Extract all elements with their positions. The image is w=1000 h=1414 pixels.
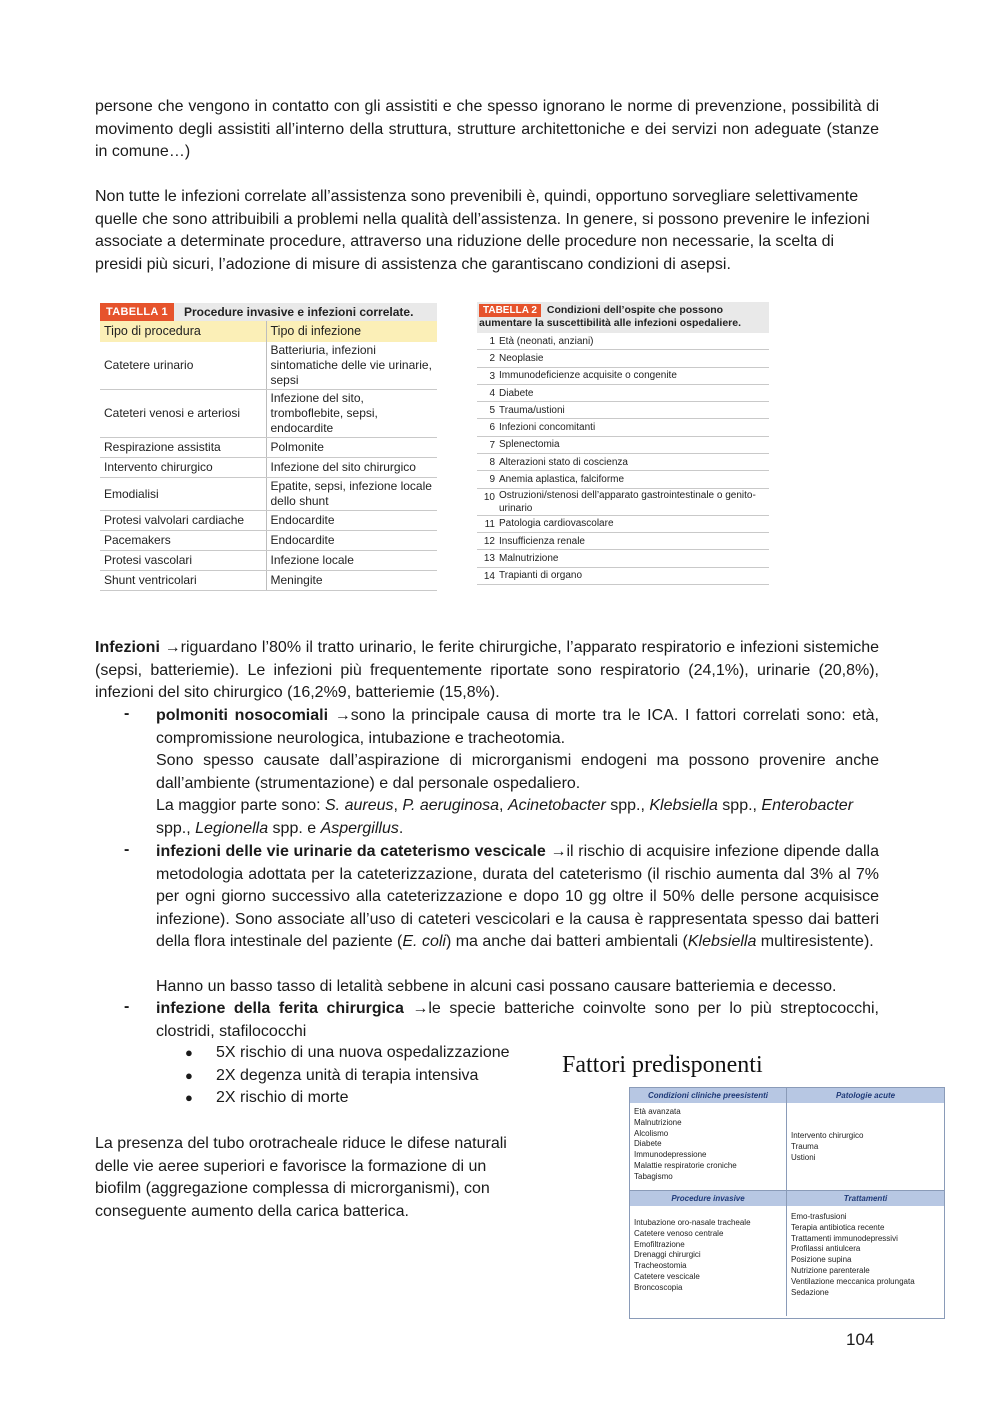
- organism-acinetobacter: Acinetobacter: [507, 797, 606, 814]
- organism-klebsiella: Klebsiella: [649, 797, 718, 814]
- ferita-label: infezione della ferita chirurgica: [156, 1000, 404, 1017]
- table-row: [477, 550, 769, 567]
- sep: spp. e: [268, 819, 321, 837]
- list-item: Ventilazione meccanica prolungata: [791, 1276, 915, 1286]
- bullet-dash: -: [124, 841, 130, 858]
- procedure-cell: Catetere urinario: [100, 342, 266, 390]
- table-host-conditions: [477, 302, 769, 585]
- fattori-table: [629, 1087, 945, 1319]
- list-item: Ustioni: [791, 1152, 816, 1162]
- list-item: Alcolismo: [634, 1128, 669, 1138]
- row-number: 2: [489, 353, 495, 365]
- list-item: Malnutrizione: [634, 1117, 682, 1127]
- organism-enterobacter: Enterobacter: [761, 797, 854, 814]
- organism-e-coli: E. coli: [402, 933, 446, 950]
- sep: ,: [499, 797, 508, 814]
- organism-legionella: Legionella: [195, 819, 269, 837]
- fattori-patologie-cell: [787, 1103, 944, 1191]
- polmoniti-text1: →sono la principale causa di morte tra le ICA. I fattori correlati sono: età, compromissione neurologica, intubazione e tracheotomia.: [156, 707, 880, 747]
- table-row: [100, 438, 437, 458]
- ferita-text: →le specie batteriche coinvolte sono per lo più streptococchi, clostridi, stafilococchi: [156, 1000, 879, 1040]
- table-row: [477, 437, 769, 454]
- row-text: Trapianti di organo: [499, 570, 583, 582]
- table-row: [477, 419, 769, 436]
- table-row: [477, 350, 769, 367]
- procedure-cell: Cateteri venosi e arteriosi: [100, 390, 266, 438]
- row-number: 6: [489, 422, 495, 434]
- row-number: 12: [483, 535, 495, 547]
- row-text: Anemia aplastica, falciforme: [499, 474, 625, 486]
- list-item: Intubazione oro-nasale tracheale: [634, 1218, 751, 1227]
- table-row: [477, 533, 769, 550]
- urinarie-text1: →il rischio di acquisire infezione dipende dalla metodologia adottata per la cateterizzazione, durata del cateterismo (il rischio aumenta dal 3% al 7% per ogni giorno successivo alla cateterizzazione e dopo 10 gg oltre il 50% delle persone acquisisce infezione). Sono associate all’uso di cateteri vescicolari e la causa è rappresentata spesso dai batteri della flora intestinale del paziente (: [156, 843, 879, 950]
- table1-caption: [100, 303, 437, 321]
- bullet-ferita: [156, 998, 879, 1043]
- row-text: Alterazioni stato di coscienza: [499, 456, 628, 468]
- list-item: Nutrizione parenterale: [791, 1265, 870, 1275]
- table-row: [100, 571, 437, 591]
- row-text: Immunodeficienze acquisite o congenite: [499, 370, 677, 382]
- list-item: Posizione supina: [791, 1255, 852, 1265]
- table2-tag: TABELLA 2: [479, 304, 541, 317]
- table1-header-procedure: Tipo di procedura: [100, 321, 266, 342]
- list-item: Broncoscopia: [634, 1282, 683, 1292]
- procedure-cell: Shunt ventricolari: [100, 571, 266, 591]
- list-item: Età avanzata: [634, 1107, 681, 1116]
- bullet-polmoniti: [156, 705, 879, 750]
- table-row: [477, 402, 769, 419]
- list-item: Catetere venoso centrale: [634, 1228, 724, 1238]
- infection-cell: Infezione locale: [266, 551, 437, 571]
- table2-header: [477, 302, 769, 333]
- row-number: 8: [489, 457, 495, 469]
- row-number: 9: [489, 474, 495, 486]
- infection-cell: Batteriuria, infezioni sintomatiche delle vie urinarie, sepsi: [266, 342, 437, 390]
- list-item: Drenaggi chirurgici: [634, 1250, 701, 1260]
- fattori-header-patologie: Patologie acute: [787, 1088, 944, 1103]
- infezioni-text: →riguardano l’80% il tratto urinario, le ferite chirurgiche, l’apparato respiratorio e infezioni sistemiche (sepsi, batteriemie). Le infezioni più frequentemente riportate sono respiratorio (24,1%), urinarie (20,8%), infezioni del sito chirurgico (16,2%9, batteriemie (15,8%).: [95, 639, 879, 701]
- row-text: Malnutrizione: [499, 552, 559, 564]
- fattori-procedure-cell: [630, 1206, 787, 1316]
- urinarie-text2: ) ma anche dai batteri ambientali (: [445, 933, 688, 950]
- infection-cell: Endocardite: [266, 511, 437, 531]
- row-number: 14: [483, 570, 495, 582]
- list-item: ● 2X degenza unità di terapia intensiva: [183, 1065, 510, 1088]
- row-number: 13: [483, 553, 495, 565]
- prevention-paragraph: Non tutte le infezioni correlate all’assistenza sono prevenibili è, quindi, opportuno sorvegliare selettivamente quelle che sono attribuibili a problemi nella qualità dell’assistenza. In genere, si possono prevenire le infezioni associate a determinate procedure, attraverso una riduzione delle procedure non necessarie, la scelta di presidi più sicuri, l’adozione di misure di assistenza che garantiscano condizioni di asepsi.: [95, 188, 870, 273]
- urinarie-text4: Hanno un basso tasso di letalità sebbene in alcuni casi possano causare batteriemia e decesso.: [156, 978, 837, 995]
- row-number: 5: [489, 405, 495, 417]
- risk-list: [183, 1042, 510, 1110]
- fattori-header-condizioni: Condizioni cliniche preesistenti: [630, 1088, 787, 1103]
- table-row: [100, 531, 437, 551]
- table1-header-row: [100, 321, 437, 342]
- procedure-cell: Protesi vascolari: [100, 551, 266, 571]
- sep: ,: [186, 819, 196, 837]
- list-item: Terapia antibiotica recente: [791, 1222, 885, 1232]
- table2-title: Condizioni dell’ospite che possono aumentare la suscettibilità alle infezioni ospedaliere.: [479, 304, 742, 329]
- row-number: 11: [484, 518, 495, 530]
- polmoniti-organisms: [156, 795, 879, 840]
- row-number: 7: [489, 439, 495, 451]
- row-text: Patologia cardiovascolare: [499, 518, 614, 530]
- infection-cell: Infezione del sito chirurgico: [266, 458, 437, 478]
- list-item: Intervento chirurgico: [791, 1131, 864, 1140]
- fattori-header-trattamenti: Trattamenti: [787, 1191, 944, 1206]
- infezioni-label: Infezioni: [95, 639, 160, 656]
- sep: spp.: [156, 819, 187, 837]
- list-item: Profilassi antiulcera: [791, 1244, 861, 1254]
- fattori-title: Fattori predisponenti: [562, 1052, 763, 1078]
- table-row: [100, 342, 437, 390]
- bullet-dash: -: [124, 705, 130, 722]
- infection-cell: Epatite, sepsi, infezione locale dello shunt: [266, 478, 437, 511]
- row-number: 1: [489, 336, 495, 347]
- table-row: [477, 368, 769, 385]
- row-text: Insufficienza renale: [499, 535, 585, 547]
- row-number: 3: [489, 370, 495, 382]
- page-number: 104: [846, 1330, 875, 1349]
- sep: spp.,: [605, 797, 650, 814]
- row-number: 4: [489, 387, 495, 399]
- list-item: Tabagismo: [634, 1171, 673, 1181]
- fattori-trattamenti-cell: [787, 1206, 944, 1316]
- organism-klebsiella: Klebsiella: [687, 933, 757, 950]
- list-item: Sedazione: [791, 1287, 829, 1297]
- list-item: Catetere vescicale: [634, 1271, 700, 1281]
- row-text: Diabete: [499, 387, 534, 399]
- list-item: Emo-trasfusioni: [791, 1212, 847, 1221]
- list-item: Malattie respiratorie croniche: [634, 1160, 737, 1170]
- polmoniti-text2: Sono spesso causate dall’aspirazione di microrganismi endogeni ma possono provenire anche dall’ambiente (strumentazione) e dal personale ospedaliero.: [156, 752, 879, 792]
- table-row: [477, 489, 769, 516]
- urinarie-label: infezioni delle vie urinarie da cateterismo vescicale: [156, 843, 546, 860]
- fattori-condizioni-cell: [630, 1103, 787, 1191]
- table1-title: Procedure invasive e infezioni correlate.: [183, 304, 414, 319]
- organism-aspergillus: Aspergillus: [320, 819, 399, 837]
- urinarie-text3: multiresistente).: [756, 933, 874, 950]
- table-row: [477, 471, 769, 488]
- list-item: Immunodepressione: [634, 1150, 707, 1160]
- list-item: Trattamenti immunodepressivi: [791, 1233, 898, 1243]
- row-number: 10: [483, 491, 495, 503]
- fattori-header-procedure: Procedure invasive: [630, 1191, 787, 1206]
- infection-cell: Polmonite: [266, 438, 437, 458]
- organisms-intro: La maggior parte sono:: [156, 797, 325, 814]
- row-text: Infezioni concomitanti: [499, 422, 596, 434]
- infection-cell: Meningite: [266, 571, 437, 591]
- polmoniti-label: polmoniti nosocomiali: [156, 707, 329, 724]
- sep: .: [398, 819, 404, 837]
- table-row: [477, 333, 769, 350]
- organism-s-aureus: S. aureus: [325, 797, 394, 814]
- bullet-urinarie: [156, 841, 879, 954]
- procedure-cell: Emodialisi: [100, 478, 266, 511]
- table-row: [477, 385, 769, 402]
- list-item: Tracheostomia: [634, 1261, 687, 1271]
- sep: ,: [393, 797, 403, 814]
- table1-tag: TABELLA 1: [100, 303, 174, 321]
- table-row: [100, 458, 437, 478]
- procedure-cell: Respirazione assistita: [100, 438, 266, 458]
- infezioni-paragraph: [95, 637, 879, 705]
- list-item: Diabete: [634, 1139, 662, 1149]
- table-row: [477, 568, 769, 585]
- table-row: [100, 511, 437, 531]
- procedure-cell: Protesi valvolari cardiache: [100, 511, 266, 531]
- row-text: Trauma/ustioni: [499, 404, 565, 416]
- list-item: ● 2X rischio di morte: [183, 1087, 510, 1110]
- row-text: Età (neonati, anziani): [499, 335, 594, 347]
- table-row: [477, 516, 769, 533]
- infection-cell: Infezione del sito, tromboflebite, sepsi, endocardite: [266, 390, 437, 438]
- table-procedures-infections: [100, 303, 437, 591]
- row-text: Ostruzioni/stenosi dell’apparato gastrointestinale o genito-urinario: [499, 489, 756, 514]
- table-row: [477, 454, 769, 471]
- procedure-cell: Pacemakers: [100, 531, 266, 551]
- list-item: Emofiltrazione: [634, 1239, 685, 1249]
- infection-cell: Endocardite: [266, 531, 437, 551]
- bullet-dash: -: [124, 998, 130, 1015]
- table-row: [100, 390, 437, 438]
- tubo-paragraph: La presenza del tubo orotracheale riduce le difese naturali delle vie aeree superiori e favorisce la formazione di un biofilm (aggregazione complessa di microrganismi), con conseguente aumento della carica batterica.: [95, 1135, 507, 1220]
- table-row: [100, 478, 437, 511]
- procedure-cell: Intervento chirurgico: [100, 458, 266, 478]
- organism-p-aeruginosa: P. aeruginosa: [402, 797, 500, 814]
- list-item: ● 5X rischio di una nuova ospedalizzazione: [183, 1042, 510, 1065]
- table-row: [100, 551, 437, 571]
- row-text: Splenectomia: [499, 439, 560, 451]
- intro-paragraph: persone che vengono in contatto con gli assistiti e che spesso ignorano le norme di prevenzione, possibilità di movimento degli assistiti all’interno della struttura, strutture architettoniche e dei servizi non adeguate (stanze in comune…): [95, 98, 879, 160]
- sep: spp.,: [717, 797, 762, 814]
- list-item: Trauma: [791, 1141, 819, 1151]
- row-text: Neoplasie: [499, 352, 544, 364]
- table1-header-infection: Tipo di infezione: [266, 321, 437, 342]
